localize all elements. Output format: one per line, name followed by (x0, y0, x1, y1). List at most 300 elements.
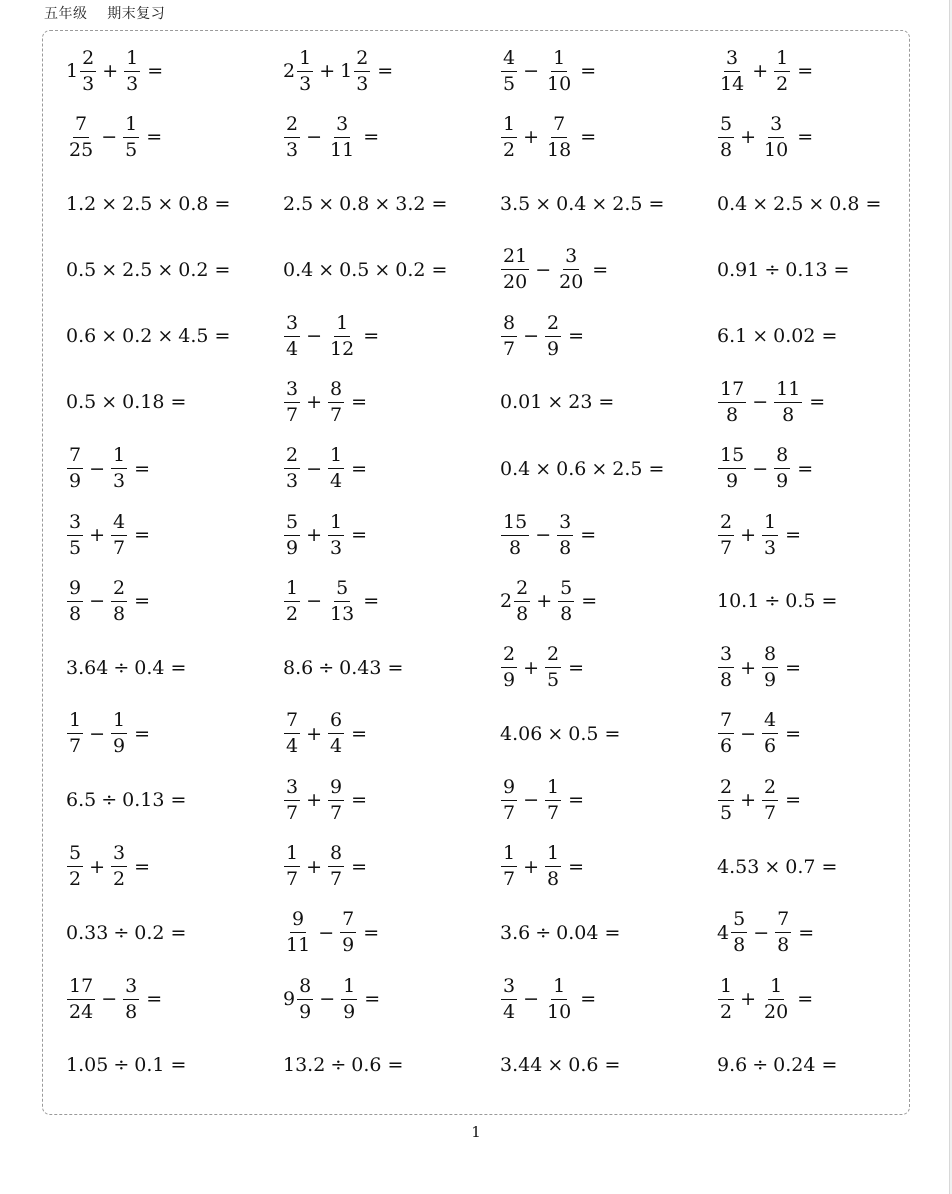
denominator: 7 (69, 735, 82, 758)
fraction-stack (67, 510, 83, 559)
problem-cell (283, 171, 447, 237)
operator: − (306, 590, 323, 613)
problem-cell (283, 701, 367, 767)
operator: − (306, 457, 323, 480)
fraction (122, 112, 140, 161)
fraction-stack (501, 645, 517, 690)
fraction-stack (123, 974, 139, 1023)
operator: − (318, 921, 335, 944)
numerator: 1 (124, 49, 140, 72)
operator: + (306, 789, 323, 812)
problem-cell (283, 568, 379, 634)
problem-cell (500, 701, 620, 767)
fraction (544, 46, 574, 95)
equals-sign: = (431, 258, 448, 281)
numerator: 8 (328, 844, 344, 867)
operator: + (740, 656, 757, 679)
denominator: 24 (69, 1000, 94, 1023)
fraction (717, 711, 735, 756)
operator: + (306, 722, 323, 745)
equals-sign: = (134, 457, 151, 480)
numerator: 1 (768, 977, 784, 1000)
denominator: 9 (286, 536, 299, 559)
fraction (544, 775, 562, 824)
denominator: 9 (343, 1000, 356, 1023)
numerator: 3 (123, 977, 139, 1000)
fraction (327, 377, 345, 426)
equals-sign: = (387, 1054, 404, 1077)
problem-cell (500, 767, 584, 833)
denominator: 2 (113, 868, 126, 891)
decimal-number: 0.6 (568, 1054, 599, 1077)
numerator: 1 (762, 513, 778, 536)
operator: ÷ (101, 789, 118, 812)
problem-cell (500, 369, 614, 435)
operator: ÷ (330, 1054, 347, 1077)
fraction-stack (514, 576, 530, 625)
numerator: 5 (731, 910, 747, 933)
numerator: 15 (718, 446, 746, 469)
equals-sign: = (592, 258, 609, 281)
fraction-stack (284, 711, 300, 756)
decimal-number: 0.5 (568, 722, 599, 745)
fraction-stack (328, 112, 356, 161)
fraction-stack (67, 711, 83, 756)
denominator: 9 (547, 337, 560, 360)
problem-cell (717, 568, 837, 634)
problem-cell (500, 900, 620, 966)
operator: − (101, 988, 118, 1011)
numerator: 3 (557, 513, 573, 536)
fraction-stack (328, 775, 344, 824)
equals-sign: = (797, 988, 814, 1011)
problem-cell (717, 303, 837, 369)
problem-row (66, 303, 906, 369)
denominator: 11 (330, 138, 355, 161)
fraction (327, 311, 357, 360)
problem-cell (717, 966, 813, 1032)
numerator: 1 (111, 711, 127, 734)
fraction (544, 645, 562, 690)
numerator: 17 (67, 977, 95, 1000)
decimal-number: 0.01 (500, 391, 543, 414)
decimal-number: 2.5 (773, 192, 804, 215)
problem-cell (283, 237, 447, 303)
fraction (556, 510, 574, 559)
fraction (327, 112, 357, 161)
operator: − (89, 722, 106, 745)
decimal-number: 0.6 (66, 325, 97, 348)
denominator: 8 (726, 403, 739, 426)
fraction (717, 775, 735, 824)
decimal-number: 2.5 (612, 457, 643, 480)
fraction (110, 711, 128, 756)
problem-row (66, 104, 906, 170)
numerator: 5 (558, 579, 574, 602)
decimal-number: 0.18 (122, 391, 165, 414)
decimal-number: 0.5 (66, 258, 97, 281)
fraction-stack (718, 645, 734, 690)
problem-cell (500, 1032, 620, 1098)
problem-cell (500, 502, 596, 568)
denominator: 9 (503, 669, 516, 692)
numerator: 8 (762, 645, 778, 668)
denominator: 3 (764, 536, 777, 559)
numerator: 2 (80, 49, 96, 72)
denominator: 10 (764, 138, 789, 161)
numerator: 5 (67, 844, 83, 867)
equals-sign: = (170, 391, 187, 414)
denominator: 8 (733, 934, 746, 957)
equals-sign: = (580, 126, 597, 149)
operator: + (740, 789, 757, 812)
equals-sign: = (809, 391, 826, 414)
fraction (717, 112, 735, 161)
operator: × (752, 325, 769, 348)
fraction-stack (284, 844, 300, 889)
equals-sign: = (351, 855, 368, 878)
fraction (500, 46, 518, 95)
numerator: 3 (284, 380, 300, 403)
fraction-stack (718, 775, 734, 824)
equals-sign: = (580, 60, 597, 82)
numerator: 3 (111, 844, 127, 867)
operator: × (318, 192, 335, 215)
fraction-stack (545, 974, 573, 1023)
equals-sign: = (604, 722, 621, 745)
fraction-stack (718, 446, 746, 491)
fraction-stack (501, 112, 517, 161)
fraction (110, 576, 128, 625)
numerator: 1 (501, 844, 517, 867)
problem-cell (500, 104, 596, 170)
fraction-stack (501, 844, 517, 889)
fraction-stack (111, 844, 127, 889)
denominator: 8 (516, 602, 529, 625)
denominator: 2 (69, 868, 82, 891)
fraction (110, 510, 128, 559)
operator: × (547, 391, 564, 414)
equals-sign: = (377, 60, 394, 82)
denominator: 7 (764, 801, 777, 824)
equals-sign: = (785, 789, 802, 812)
decimal-number: 0.2 (122, 325, 153, 348)
problem-cell (717, 436, 813, 502)
equals-sign: = (821, 325, 838, 348)
problem-cell (717, 237, 849, 303)
numerator: 3 (724, 49, 740, 72)
equals-sign: = (797, 60, 814, 82)
decimal-number: 0.91 (717, 258, 760, 281)
problem-cell (500, 171, 664, 237)
fraction (773, 446, 791, 491)
fraction (761, 510, 779, 559)
fraction (500, 112, 518, 161)
numerator: 1 (501, 115, 517, 138)
mixed-number (500, 576, 531, 625)
whole-part: 2 (500, 590, 513, 613)
fraction-stack (718, 46, 746, 95)
operator: − (306, 325, 323, 348)
operator: + (89, 524, 106, 547)
numerator: 21 (501, 247, 529, 270)
numerator: 1 (551, 49, 567, 72)
operator: × (374, 258, 391, 281)
fraction-stack (80, 46, 96, 95)
fraction (283, 377, 301, 426)
denominator: 20 (503, 271, 528, 294)
decimal-number: 8.6 (283, 656, 314, 679)
decimal-number: 0.4 (134, 656, 165, 679)
decimal-number: 0.43 (339, 656, 382, 679)
operator: + (306, 855, 323, 878)
problem-cell (66, 303, 230, 369)
numerator: 1 (545, 778, 561, 801)
problem-cell (717, 171, 881, 237)
problem-cell (66, 38, 163, 104)
fraction (717, 46, 747, 95)
fraction (557, 576, 575, 625)
fraction (717, 645, 735, 690)
fraction-stack (328, 711, 344, 756)
decimal-number: 0.8 (829, 192, 860, 215)
operator: − (752, 457, 769, 480)
problem-cell (500, 966, 596, 1032)
numerator: 2 (545, 645, 561, 668)
problem-cell (66, 1032, 186, 1098)
problem-cell (66, 900, 186, 966)
equals-sign: = (568, 656, 585, 679)
operator: × (808, 192, 825, 215)
operator: − (101, 126, 118, 149)
operator: − (523, 60, 540, 82)
problem-cell (500, 635, 584, 701)
problem-cell (66, 436, 150, 502)
numerator: 3 (67, 513, 83, 536)
fraction (122, 974, 140, 1023)
fraction (544, 311, 562, 360)
numerator: 9 (67, 579, 83, 602)
fraction (774, 910, 792, 955)
denominator: 2 (720, 1000, 733, 1023)
numerator: 7 (73, 115, 89, 138)
equals-sign: = (580, 524, 597, 547)
operator: − (523, 988, 540, 1011)
fraction-stack (501, 247, 529, 292)
equals-sign: = (351, 789, 368, 812)
problem-cell (717, 104, 813, 170)
fraction (500, 510, 530, 559)
problem-cell (500, 38, 596, 104)
decimal-number: 1.05 (66, 1054, 109, 1077)
equals-sign: = (134, 855, 151, 878)
numerator: 9 (501, 778, 517, 801)
problem-cell (283, 369, 367, 435)
fraction-stack (545, 844, 561, 889)
denominator: 7 (503, 868, 516, 891)
denominator: 5 (503, 72, 516, 95)
operator: × (157, 325, 174, 348)
decimal-number: 3.64 (66, 656, 109, 679)
numerator: 1 (328, 513, 344, 536)
operator: − (752, 391, 769, 414)
numerator: 4 (501, 49, 517, 72)
problem-cell (500, 834, 584, 900)
fraction-stack (123, 112, 139, 161)
mixed-number (717, 910, 748, 955)
denominator: 9 (69, 470, 82, 493)
problem-cell (500, 237, 608, 303)
numerator: 1 (284, 579, 300, 602)
decimal-number: 0.2 (178, 258, 209, 281)
equals-sign: = (568, 855, 585, 878)
fraction-stack (341, 974, 357, 1023)
problem-cell (66, 502, 150, 568)
fraction-stack (774, 46, 790, 95)
denominator: 8 (720, 138, 733, 161)
denominator: 12 (330, 337, 355, 360)
denominator: 9 (299, 1000, 312, 1023)
problem-cell (66, 635, 186, 701)
decimal-number: 0.13 (785, 258, 828, 281)
fraction-stack (328, 844, 344, 889)
fraction (500, 645, 518, 690)
fraction-stack (545, 311, 561, 360)
fraction (761, 645, 779, 690)
operator: ÷ (113, 656, 130, 679)
equals-sign: = (351, 722, 368, 745)
denominator: 5 (547, 669, 560, 692)
denominator: 9 (764, 669, 777, 692)
fraction-stack (501, 510, 529, 559)
numerator: 7 (775, 910, 791, 933)
denominator: 25 (69, 138, 94, 161)
equals-sign: = (214, 258, 231, 281)
problem-cell (717, 701, 801, 767)
decimal-number: 0.8 (339, 192, 370, 215)
operator: × (535, 457, 552, 480)
equals-sign: = (821, 855, 838, 878)
operator: × (157, 192, 174, 215)
fraction (66, 576, 84, 625)
denominator: 8 (547, 868, 560, 891)
numerator: 9 (290, 910, 306, 933)
decimal-number: 4.53 (717, 855, 760, 878)
operator: + (319, 60, 336, 82)
whole-part: 1 (340, 60, 353, 82)
operator: + (523, 656, 540, 679)
problem-grid (66, 38, 906, 1099)
numerator: 4 (111, 513, 127, 536)
numerator: 6 (328, 711, 344, 734)
denominator: 7 (330, 403, 343, 426)
operator: + (740, 126, 757, 149)
fraction (544, 844, 562, 889)
fraction-stack (762, 711, 778, 756)
fraction-stack (328, 576, 356, 625)
problem-cell (66, 369, 186, 435)
fraction-stack (284, 775, 300, 824)
equals-sign: = (598, 391, 615, 414)
fraction-stack (545, 775, 561, 824)
fraction-stack (501, 775, 517, 824)
fraction (66, 711, 84, 756)
decimal-number: 6.5 (66, 789, 97, 812)
fraction-stack (284, 377, 300, 426)
operator: − (306, 126, 323, 149)
numerator: 1 (297, 49, 313, 72)
numerator: 1 (334, 314, 350, 337)
denominator: 3 (356, 72, 369, 95)
fraction (66, 974, 96, 1023)
fraction-stack (297, 46, 313, 95)
fraction (283, 910, 313, 955)
decimal-number: 2.5 (612, 192, 643, 215)
numerator: 3 (563, 247, 579, 270)
numerator: 1 (774, 49, 790, 72)
problem-row (66, 966, 906, 1032)
numerator: 1 (111, 446, 127, 469)
problem-cell (717, 767, 801, 833)
decimal-number: 0.1 (134, 1054, 165, 1077)
fraction-stack (557, 247, 585, 292)
numerator: 11 (774, 380, 802, 403)
fraction-stack (284, 576, 300, 625)
numerator: 2 (284, 115, 300, 138)
fraction (773, 46, 791, 95)
fraction (340, 974, 358, 1023)
operator: − (89, 590, 106, 613)
numerator: 3 (768, 115, 784, 138)
denominator: 4 (330, 735, 343, 758)
numerator: 3 (284, 314, 300, 337)
operator: ÷ (764, 590, 781, 613)
denominator: 8 (559, 536, 572, 559)
denominator: 3 (330, 536, 343, 559)
denominator: 14 (720, 72, 745, 95)
problem-cell (283, 436, 367, 502)
equals-sign: = (170, 1054, 187, 1077)
numerator: 17 (718, 380, 746, 403)
fraction-stack (718, 711, 734, 756)
numerator: 2 (718, 778, 734, 801)
denominator: 11 (286, 934, 311, 957)
decimal-number: 4.06 (500, 722, 543, 745)
numerator: 2 (501, 645, 517, 668)
denominator: 3 (286, 138, 299, 161)
denominator: 8 (69, 602, 82, 625)
operator: ÷ (113, 921, 130, 944)
equals-sign: = (798, 921, 815, 944)
fraction-stack (284, 311, 300, 360)
fraction (283, 576, 301, 625)
numerator: 1 (123, 115, 139, 138)
problem-cell (500, 436, 664, 502)
problem-cell (717, 900, 814, 966)
equals-sign: = (351, 391, 368, 414)
fraction-stack (67, 112, 95, 161)
denominator: 10 (547, 1000, 572, 1023)
denominator: 5 (720, 801, 733, 824)
numerator: 3 (501, 977, 517, 1000)
denominator: 20 (559, 271, 584, 294)
denominator: 8 (560, 602, 573, 625)
operator: × (157, 258, 174, 281)
decimal-number: 13.2 (283, 1054, 326, 1077)
operator: ÷ (535, 921, 552, 944)
problem-cell (283, 38, 393, 104)
decimal-number: 0.33 (66, 921, 109, 944)
